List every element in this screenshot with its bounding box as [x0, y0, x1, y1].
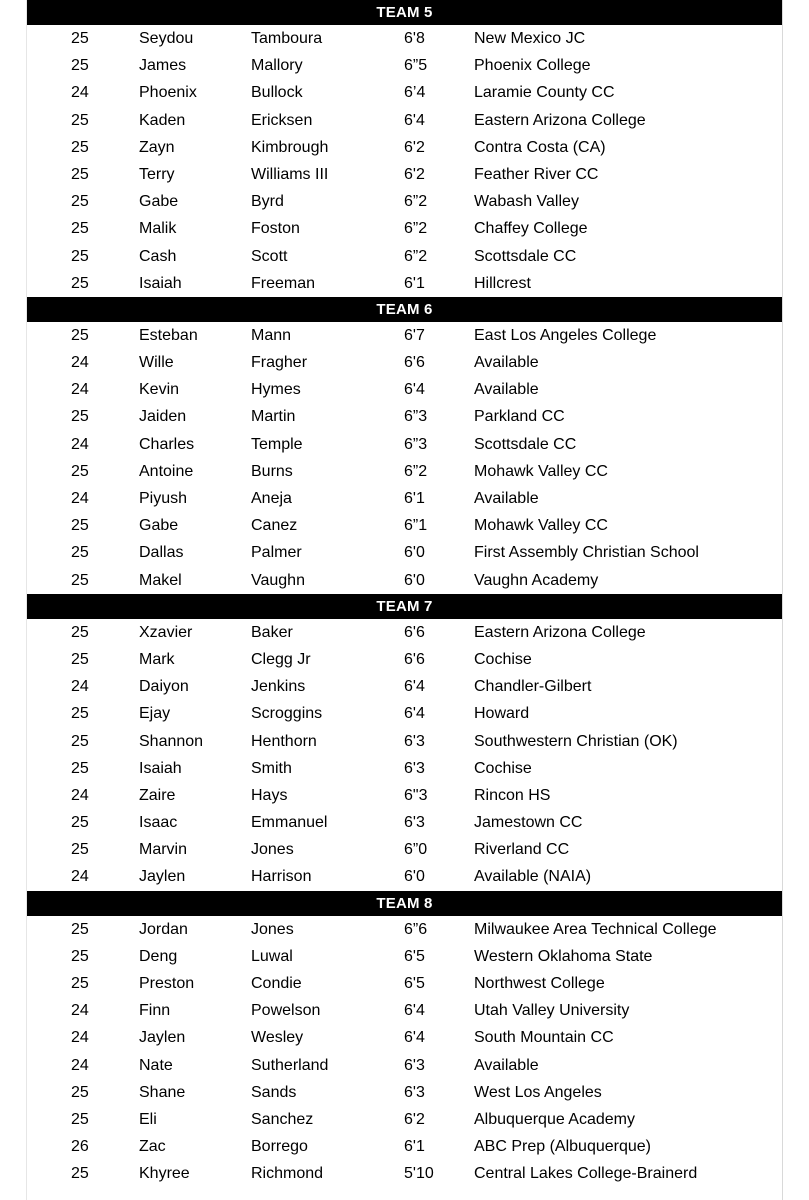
- player-height: 6'2: [404, 165, 425, 183]
- player-school: Scottsdale CC: [474, 247, 577, 265]
- player-first-name: Isaiah: [139, 759, 182, 777]
- player-height: 6”5: [404, 57, 428, 75]
- player-school: Laramie County CC: [474, 84, 615, 102]
- player-first-name: Zac: [139, 1138, 166, 1156]
- player-first-name: Xzavier: [139, 623, 193, 641]
- player-height: 6'0: [404, 868, 425, 886]
- team-header: TEAM 7: [27, 594, 782, 619]
- player-year: 24: [71, 786, 89, 804]
- player-row: [27, 700, 782, 727]
- player-height: 6'1: [404, 274, 425, 292]
- player-year: 25: [71, 408, 89, 426]
- player-year: 25: [71, 111, 89, 129]
- player-last-name: Wesley: [251, 1029, 304, 1047]
- player-row: [27, 79, 782, 106]
- player-first-name: Makel: [139, 571, 182, 589]
- player-height: 6'4: [404, 381, 425, 399]
- player-row: [27, 512, 782, 539]
- player-height: 6”2: [404, 193, 428, 211]
- player-row: [27, 161, 782, 188]
- player-year: 25: [71, 732, 89, 750]
- player-first-name: Zayn: [139, 138, 175, 156]
- player-school: Feather River CC: [474, 165, 599, 183]
- player-height: 6'5: [404, 947, 425, 965]
- player-last-name: Clegg Jr: [251, 650, 311, 668]
- player-last-name: Sutherland: [251, 1056, 329, 1074]
- player-height: 6”2: [404, 247, 428, 265]
- player-row: [27, 782, 782, 809]
- player-row: [27, 970, 782, 997]
- player-row: [27, 1160, 782, 1187]
- player-year: 24: [71, 435, 89, 453]
- player-school: Phoenix College: [474, 57, 591, 75]
- player-first-name: Jaylen: [139, 868, 186, 886]
- player-year: 24: [71, 490, 89, 507]
- player-year: 25: [71, 247, 89, 265]
- player-row: [27, 997, 782, 1024]
- player-first-name: Charles: [139, 435, 195, 453]
- player-last-name: Mann: [251, 326, 292, 344]
- player-last-name: Sands: [251, 1083, 297, 1101]
- player-school: Contra Costa (CA): [474, 138, 606, 156]
- player-year: 25: [71, 975, 89, 992]
- player-height: 6'7: [404, 326, 425, 344]
- player-year: 25: [71, 920, 89, 938]
- player-year: 24: [71, 678, 89, 696]
- player-year: 26: [71, 1138, 89, 1156]
- player-height: 6'6: [404, 354, 425, 372]
- player-first-name: Shannon: [139, 732, 204, 750]
- player-year: 25: [71, 462, 89, 480]
- player-height: 6'4: [404, 111, 425, 129]
- team-rows: [27, 322, 782, 594]
- player-school: Western Oklahoma State: [474, 947, 653, 965]
- player-year: 24: [71, 1002, 89, 1020]
- player-height: 6”6: [404, 920, 428, 938]
- player-height: 5'10: [404, 1165, 434, 1183]
- player-school: Riverland CC: [474, 841, 570, 859]
- player-year: 25: [71, 841, 89, 859]
- player-first-name: Gabe: [139, 193, 179, 211]
- player-school: Mohawk Valley CC: [474, 462, 608, 480]
- player-height: 6'3: [404, 814, 425, 832]
- player-row: [27, 25, 782, 52]
- player-row: [27, 916, 782, 943]
- roster-sheet: [27, 0, 782, 1188]
- player-last-name: Canez: [251, 517, 298, 535]
- player-row: [27, 1133, 782, 1160]
- player-last-name: Williams III: [251, 165, 329, 183]
- player-last-name: Bullock: [251, 84, 303, 102]
- player-year: 25: [71, 517, 89, 535]
- player-last-name: Jenkins: [251, 678, 306, 696]
- player-last-name: Smith: [251, 759, 292, 777]
- player-last-name: Palmer: [251, 544, 302, 562]
- player-row: [27, 755, 782, 782]
- player-row: [27, 567, 782, 594]
- player-first-name: Malik: [139, 220, 177, 238]
- player-height: 6'1: [404, 1138, 425, 1156]
- player-year: 25: [71, 193, 89, 211]
- player-school: Cochise: [474, 650, 532, 668]
- player-last-name: Luwal: [251, 947, 293, 965]
- player-first-name: Shane: [139, 1083, 186, 1101]
- player-year: 24: [71, 868, 89, 886]
- player-school: Chaffey College: [474, 220, 588, 238]
- player-year: 25: [71, 947, 89, 965]
- player-school: Vaughn Academy: [474, 571, 599, 589]
- player-row: [27, 188, 782, 215]
- player-last-name: Henthorn: [251, 732, 317, 750]
- team-block: [27, 297, 782, 594]
- player-row: [27, 539, 782, 566]
- player-first-name: Dallas: [139, 544, 184, 562]
- player-first-name: Piyush: [139, 490, 188, 507]
- player-school: Available (NAIA): [474, 868, 592, 886]
- player-year: 25: [71, 326, 89, 344]
- player-row: [27, 836, 782, 863]
- player-school: Albuquerque Academy: [474, 1110, 635, 1128]
- player-school: Howard: [474, 705, 530, 723]
- player-first-name: Antoine: [139, 462, 194, 480]
- team-header: TEAM 8: [27, 891, 782, 916]
- player-row: [27, 673, 782, 700]
- player-height: 6'0: [404, 544, 425, 562]
- player-year: 25: [71, 274, 89, 292]
- player-first-name: Kevin: [139, 381, 180, 399]
- team-rows: [27, 916, 782, 1188]
- player-year: 25: [71, 623, 89, 641]
- player-last-name: Hays: [251, 786, 288, 804]
- player-first-name: James: [139, 57, 187, 75]
- team-rows: [27, 619, 782, 891]
- player-first-name: Eli: [139, 1110, 157, 1128]
- team-header: TEAM 5: [27, 0, 782, 25]
- player-school: Cochise: [474, 759, 532, 777]
- player-year: 25: [71, 571, 89, 589]
- player-first-name: Gabe: [139, 517, 179, 535]
- player-year: 25: [71, 30, 89, 47]
- player-height: 6'2: [404, 1110, 425, 1128]
- player-last-name: Hymes: [251, 381, 301, 399]
- player-last-name: Jones: [251, 841, 294, 859]
- player-school: Northwest College: [474, 975, 605, 992]
- player-first-name: Seydou: [139, 30, 194, 47]
- player-first-name: Esteban: [139, 326, 198, 344]
- player-row: [27, 1079, 782, 1106]
- player-school: Southwestern Christian (OK): [474, 732, 678, 750]
- player-row: [27, 809, 782, 836]
- player-first-name: Preston: [139, 975, 195, 992]
- player-height: 6"3: [404, 786, 428, 804]
- player-height: 6'3: [404, 1056, 425, 1074]
- player-last-name: Burns: [251, 462, 293, 480]
- player-row: [27, 243, 782, 270]
- team-block: [27, 0, 782, 297]
- player-first-name: Marvin: [139, 841, 188, 859]
- player-last-name: Aneja: [251, 490, 292, 507]
- player-height: 6'4: [404, 705, 425, 723]
- player-last-name: Borrego: [251, 1138, 308, 1156]
- player-school: Mohawk Valley CC: [474, 517, 608, 535]
- player-height: 6'6: [404, 623, 425, 641]
- player-first-name: Terry: [139, 165, 175, 183]
- player-last-name: Ericksen: [251, 111, 313, 129]
- player-last-name: Emmanuel: [251, 814, 328, 832]
- player-last-name: Sanchez: [251, 1110, 314, 1128]
- player-year: 25: [71, 138, 89, 156]
- player-first-name: Wille: [139, 354, 174, 372]
- player-year: 25: [71, 1083, 89, 1101]
- player-school: Utah Valley University: [474, 1002, 630, 1020]
- player-last-name: Richmond: [251, 1165, 324, 1183]
- player-height: 6'3: [404, 759, 425, 777]
- player-first-name: Isaac: [139, 814, 178, 832]
- player-row: [27, 458, 782, 485]
- player-first-name: Jaiden: [139, 408, 187, 426]
- player-school: Scottsdale CC: [474, 435, 577, 453]
- player-year: 24: [71, 1029, 89, 1047]
- player-row: [27, 134, 782, 161]
- player-row: [27, 485, 782, 512]
- player-row: [27, 646, 782, 673]
- player-first-name: Ejay: [139, 705, 171, 723]
- player-height: 6'4: [404, 678, 425, 696]
- player-height: 6”1: [404, 517, 428, 535]
- player-first-name: Daiyon: [139, 678, 189, 696]
- player-height: 6”2: [404, 220, 428, 238]
- player-height: 6”3: [404, 408, 428, 426]
- player-last-name: Foston: [251, 220, 300, 238]
- player-height: 6”0: [404, 841, 428, 859]
- player-row: [27, 863, 782, 890]
- player-first-name: Deng: [139, 947, 178, 965]
- player-school: Rincon HS: [474, 786, 551, 804]
- player-height: 6”2: [404, 462, 428, 480]
- player-school: East Los Angeles College: [474, 326, 657, 344]
- player-school: Chandler-Gilbert: [474, 678, 592, 696]
- player-height: 6'4: [404, 1029, 425, 1047]
- player-school: Parkland CC: [474, 408, 565, 426]
- player-first-name: Mark: [139, 650, 175, 668]
- player-height: 6'4: [404, 1002, 425, 1020]
- player-row: [27, 322, 782, 349]
- player-last-name: Jones: [251, 920, 294, 938]
- player-row: [27, 1024, 782, 1051]
- player-row: [27, 270, 782, 297]
- team-header: TEAM 6: [27, 297, 782, 322]
- player-school: ABC Prep (Albuquerque): [474, 1138, 651, 1156]
- player-height: 6’4: [404, 84, 426, 102]
- player-row: [27, 107, 782, 134]
- player-school: Milwaukee Area Technical College: [474, 920, 717, 938]
- player-row: [27, 619, 782, 646]
- player-year: 25: [71, 57, 89, 75]
- player-year: 24: [71, 354, 89, 372]
- player-last-name: Mallory: [251, 57, 303, 75]
- player-school: Available: [474, 490, 539, 507]
- player-height: 6'0: [404, 571, 425, 589]
- player-year: 25: [71, 650, 89, 668]
- player-row: [27, 728, 782, 755]
- player-school: Jamestown CC: [474, 814, 583, 832]
- player-first-name: Zaire: [139, 786, 176, 804]
- player-row: [27, 215, 782, 242]
- player-last-name: Baker: [251, 623, 293, 641]
- player-last-name: Powelson: [251, 1002, 321, 1020]
- player-last-name: Vaughn: [251, 571, 305, 589]
- player-row: [27, 52, 782, 79]
- player-school: West Los Angeles: [474, 1083, 602, 1101]
- player-year: 25: [71, 705, 89, 723]
- player-row: [27, 376, 782, 403]
- player-year: 25: [71, 544, 89, 562]
- player-year: 24: [71, 84, 89, 102]
- player-school: Eastern Arizona College: [474, 623, 646, 641]
- player-year: 24: [71, 381, 89, 399]
- player-first-name: Nate: [139, 1056, 173, 1074]
- player-school: First Assembly Christian School: [474, 544, 699, 562]
- player-row: [27, 431, 782, 458]
- player-height: 6'8: [404, 30, 425, 47]
- right-border-rule: [782, 0, 783, 1200]
- player-year: 25: [71, 1110, 89, 1128]
- player-height: 6'2: [404, 138, 425, 156]
- player-year: 24: [71, 1056, 89, 1074]
- player-first-name: Kaden: [139, 111, 186, 129]
- player-height: 6'6: [404, 650, 425, 668]
- player-last-name: Temple: [251, 435, 303, 453]
- player-first-name: Jordan: [139, 920, 188, 938]
- player-school: South Mountain CC: [474, 1029, 614, 1047]
- player-school: Eastern Arizona College: [474, 111, 646, 129]
- player-school: New Mexico JC: [474, 30, 586, 47]
- player-last-name: Scroggins: [251, 705, 323, 723]
- player-last-name: Byrd: [251, 193, 284, 211]
- player-last-name: Kimbrough: [251, 138, 329, 156]
- player-year: 25: [71, 759, 89, 777]
- player-row: [27, 943, 782, 970]
- player-height: 6'3: [404, 732, 425, 750]
- player-last-name: Fragher: [251, 354, 308, 372]
- player-last-name: Scott: [251, 247, 288, 265]
- player-first-name: Khyree: [139, 1165, 190, 1183]
- team-block: [27, 594, 782, 891]
- player-row: [27, 1052, 782, 1079]
- player-year: 25: [71, 1165, 89, 1183]
- player-first-name: Cash: [139, 247, 177, 265]
- player-last-name: Tamboura: [251, 30, 323, 47]
- player-height: 6”3: [404, 435, 428, 453]
- team-block: [27, 891, 782, 1188]
- player-school: Hillcrest: [474, 274, 531, 292]
- player-last-name: Freeman: [251, 274, 316, 292]
- player-row: [27, 1106, 782, 1133]
- player-school: Wabash Valley: [474, 193, 579, 211]
- player-school: Central Lakes College-Brainerd: [474, 1165, 698, 1183]
- team-rows: [27, 25, 782, 297]
- player-height: 6'3: [404, 1083, 425, 1101]
- player-school: Available: [474, 1056, 539, 1074]
- player-school: Available: [474, 381, 539, 399]
- player-first-name: Finn: [139, 1002, 171, 1020]
- player-row: [27, 349, 782, 376]
- player-height: 6'5: [404, 975, 425, 992]
- player-row: [27, 403, 782, 430]
- player-last-name: Martin: [251, 408, 296, 426]
- player-year: 25: [71, 814, 89, 832]
- player-school: Available: [474, 354, 539, 372]
- player-first-name: Phoenix: [139, 84, 197, 102]
- player-last-name: Harrison: [251, 868, 312, 886]
- player-height: 6'1: [404, 490, 425, 507]
- player-last-name: Condie: [251, 975, 302, 992]
- player-first-name: Isaiah: [139, 274, 182, 292]
- player-year: 25: [71, 165, 89, 183]
- player-year: 25: [71, 220, 89, 238]
- player-first-name: Jaylen: [139, 1029, 186, 1047]
